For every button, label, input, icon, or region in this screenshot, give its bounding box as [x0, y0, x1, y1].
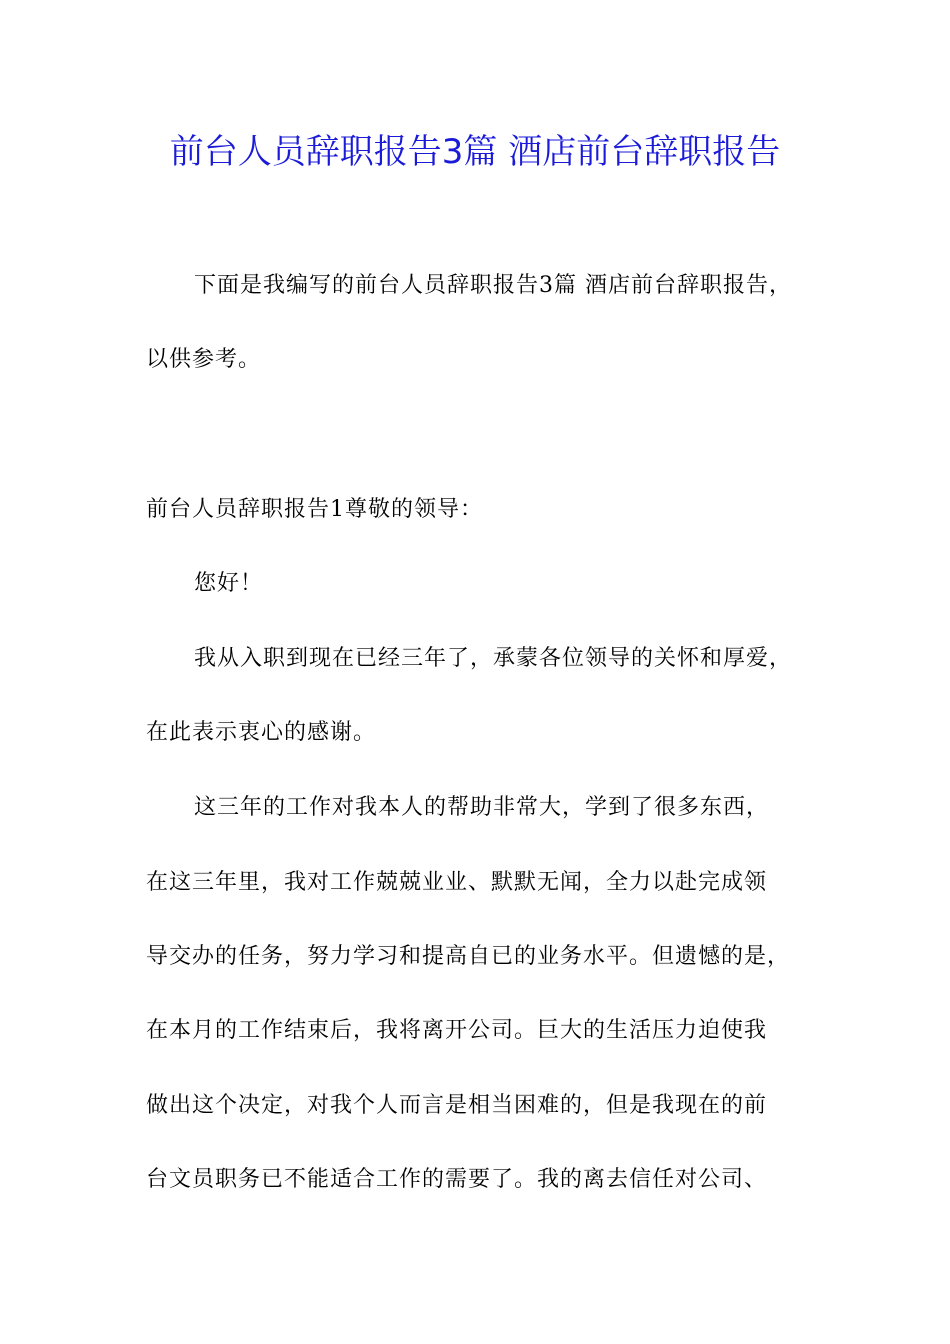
- paragraph1-line-2: 在此表示衷心的感谢。: [146, 720, 377, 745]
- paragraph1-line-1: 我从入职到现在已经三年了，承蒙各位领导的关怀和厚爱，: [194, 646, 793, 671]
- intro-line-1: 下面是我编写的前台人员辞职报告3篇 酒店前台辞职报告，: [194, 273, 792, 298]
- intro-line-2: 以供参考。: [146, 347, 262, 372]
- paragraph2-line-6: 台文员职务已不能适合工作的需要了。我的离去信任对公司、: [146, 1167, 768, 1192]
- greeting: 您好！: [194, 571, 264, 596]
- paragraph2-line-1: 这三年的工作对我本人的帮助非常大，学到了很多东西，: [194, 795, 770, 820]
- section-heading: 前台人员辞职报告1尊敬的领导：: [146, 497, 483, 522]
- paragraph2-line-4: 在本月的工作结束后，我将离开公司。巨大的生活压力迫使我: [146, 1018, 768, 1043]
- document-title: 前台人员辞职报告3篇 酒店前台辞职报告: [169, 132, 781, 172]
- paragraph2-line-2: 在这三年里，我对工作兢兢业业、默默无闻，全力以赴完成领: [146, 870, 768, 895]
- paragraph2-line-3: 导交办的任务，努力学习和提高自已的业务水平。但遗憾的是，: [146, 944, 791, 969]
- paragraph2-line-5: 做出这个决定，对我个人而言是相当困难的，但是我现在的前: [146, 1093, 768, 1118]
